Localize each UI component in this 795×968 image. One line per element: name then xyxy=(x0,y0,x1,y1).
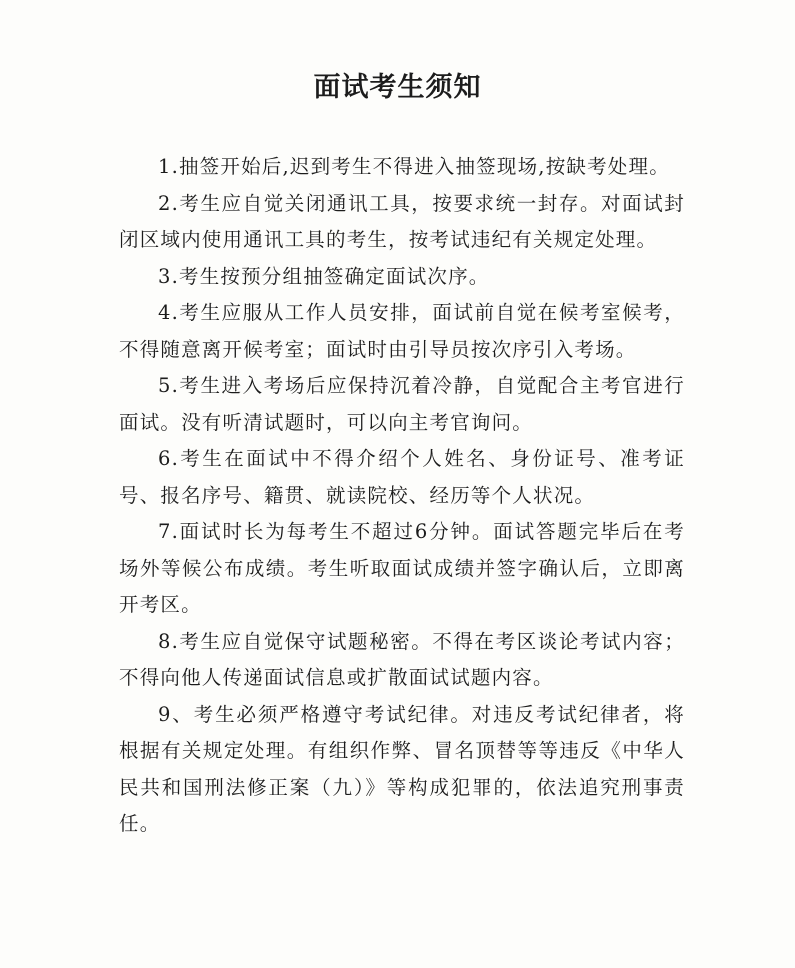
notice-item-7: 7.面试时长为每考生不超过6分钟。面试答题完毕后在考场外等候公布成绩。考生听取面试成绩并签字确认后，立即离开考区。 xyxy=(119,520,685,616)
notice-item-4: 4.考生应服从工作人员安排，面试前自觉在候考室候考，不得随意离开候考室；面试时由引导员按次序引入考场。 xyxy=(119,301,685,361)
notice-item-6: 6.考生在面试中不得介绍个人姓名、身份证号、准考证号、报名序号、籍贯、就读院校、经历等个人状况。 xyxy=(119,447,685,507)
notice-item-9: 9、考生必须严格遵守考试纪律。对违反考试纪律者，将根据有关规定处理。有组织作弊、冒名顶替等等违反《中华人民共和国刑法修正案（九）》等构成犯罪的，依法追究刑事责任。 xyxy=(119,702,685,835)
notice-item-3: 3.考生按预分组抽签确定面试次序。 xyxy=(158,264,490,288)
notice-item-5: 5.考生进入考场后应保持沉着冷静，自觉配合主考官进行面试。没有听清试题时，可以向主考官询问。 xyxy=(119,374,685,434)
notice-body xyxy=(119,149,685,843)
notice-item-2: 2.考生应自觉关闭通讯工具，按要求统一封存。对面试封闭区域内使用通讯工具的考生，按考试违纪有关规定处理。 xyxy=(119,191,685,251)
notice-item-8: 8.考生应自觉保守试题秘密。不得在考区谈论考试内容；不得向他人传递面试信息或扩散面试试题内容。 xyxy=(119,629,685,689)
notice-item-1: 1.抽签开始后,迟到考生不得进入抽签现场,按缺考处理。 xyxy=(158,155,670,178)
page-title: 面试考生须知 xyxy=(313,72,482,103)
